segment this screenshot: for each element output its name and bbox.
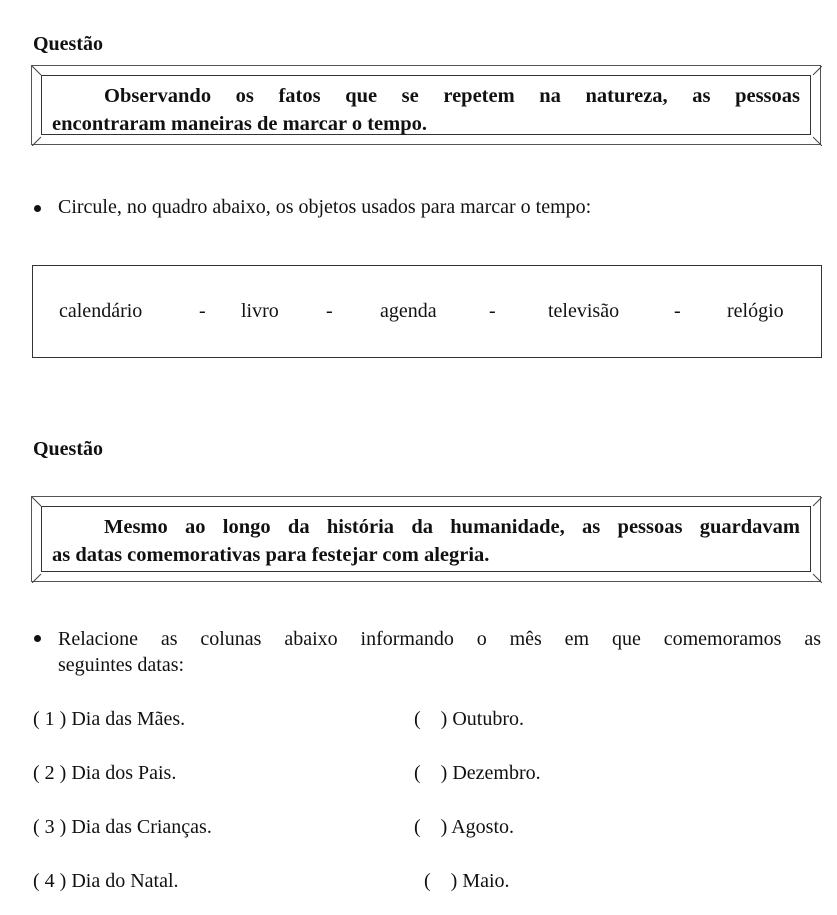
question-2-statement bbox=[52, 513, 800, 569]
item-televisao[interactable]: televisão bbox=[548, 300, 620, 322]
item-calendario[interactable]: calendário bbox=[59, 300, 143, 322]
separator: - bbox=[199, 300, 206, 322]
left-item-2: ( 2 ) Dia dos Pais. bbox=[33, 762, 177, 784]
bullet-icon bbox=[34, 205, 41, 212]
separator: - bbox=[489, 300, 496, 322]
statement-line-2: encontraram maneiras de marcar o tempo. bbox=[52, 113, 427, 135]
right-item-maio[interactable]: ( ) Maio. bbox=[424, 870, 510, 892]
right-item-agosto[interactable]: ( ) Agosto. bbox=[414, 816, 514, 838]
item-relogio[interactable]: relógio bbox=[727, 300, 784, 322]
question-1-statement-frame bbox=[31, 65, 821, 145]
separator: - bbox=[326, 300, 333, 322]
left-item-4: ( 4 ) Dia do Natal. bbox=[33, 870, 179, 892]
statement-line-1: Mesmo ao longo da história da humanidade, as pessoas guardavam bbox=[104, 516, 800, 538]
separator: - bbox=[674, 300, 681, 322]
instruction-line-1: Relacione as colunas abaixo informando o mês em que comemoramos as bbox=[58, 628, 821, 650]
question-2-instruction bbox=[58, 626, 821, 678]
question-1-statement bbox=[52, 82, 800, 138]
bullet-icon bbox=[34, 635, 41, 642]
left-item-1: ( 1 ) Dia das Mães. bbox=[33, 708, 186, 730]
instruction-line-2: seguintes datas: bbox=[58, 654, 185, 676]
statement-line-1: Observando os fatos que se repetem na natureza, as pessoas bbox=[104, 85, 800, 107]
right-item-outubro[interactable]: ( ) Outubro. bbox=[414, 708, 524, 730]
left-item-3: ( 3 ) Dia das Crianças. bbox=[33, 816, 212, 838]
item-livro[interactable]: livro bbox=[241, 300, 279, 322]
question-2-statement-frame bbox=[31, 496, 821, 582]
statement-line-2: as datas comemorativas para festejar com alegria. bbox=[52, 544, 490, 566]
question-1-instruction: Circule, no quadro abaixo, os objetos usados para marcar o tempo: bbox=[58, 196, 592, 218]
item-agenda[interactable]: agenda bbox=[380, 300, 437, 322]
question-1-title: Questão bbox=[33, 33, 103, 55]
question-2-title: Questão bbox=[33, 438, 103, 460]
right-item-dezembro[interactable]: ( ) Dezembro. bbox=[414, 762, 541, 784]
